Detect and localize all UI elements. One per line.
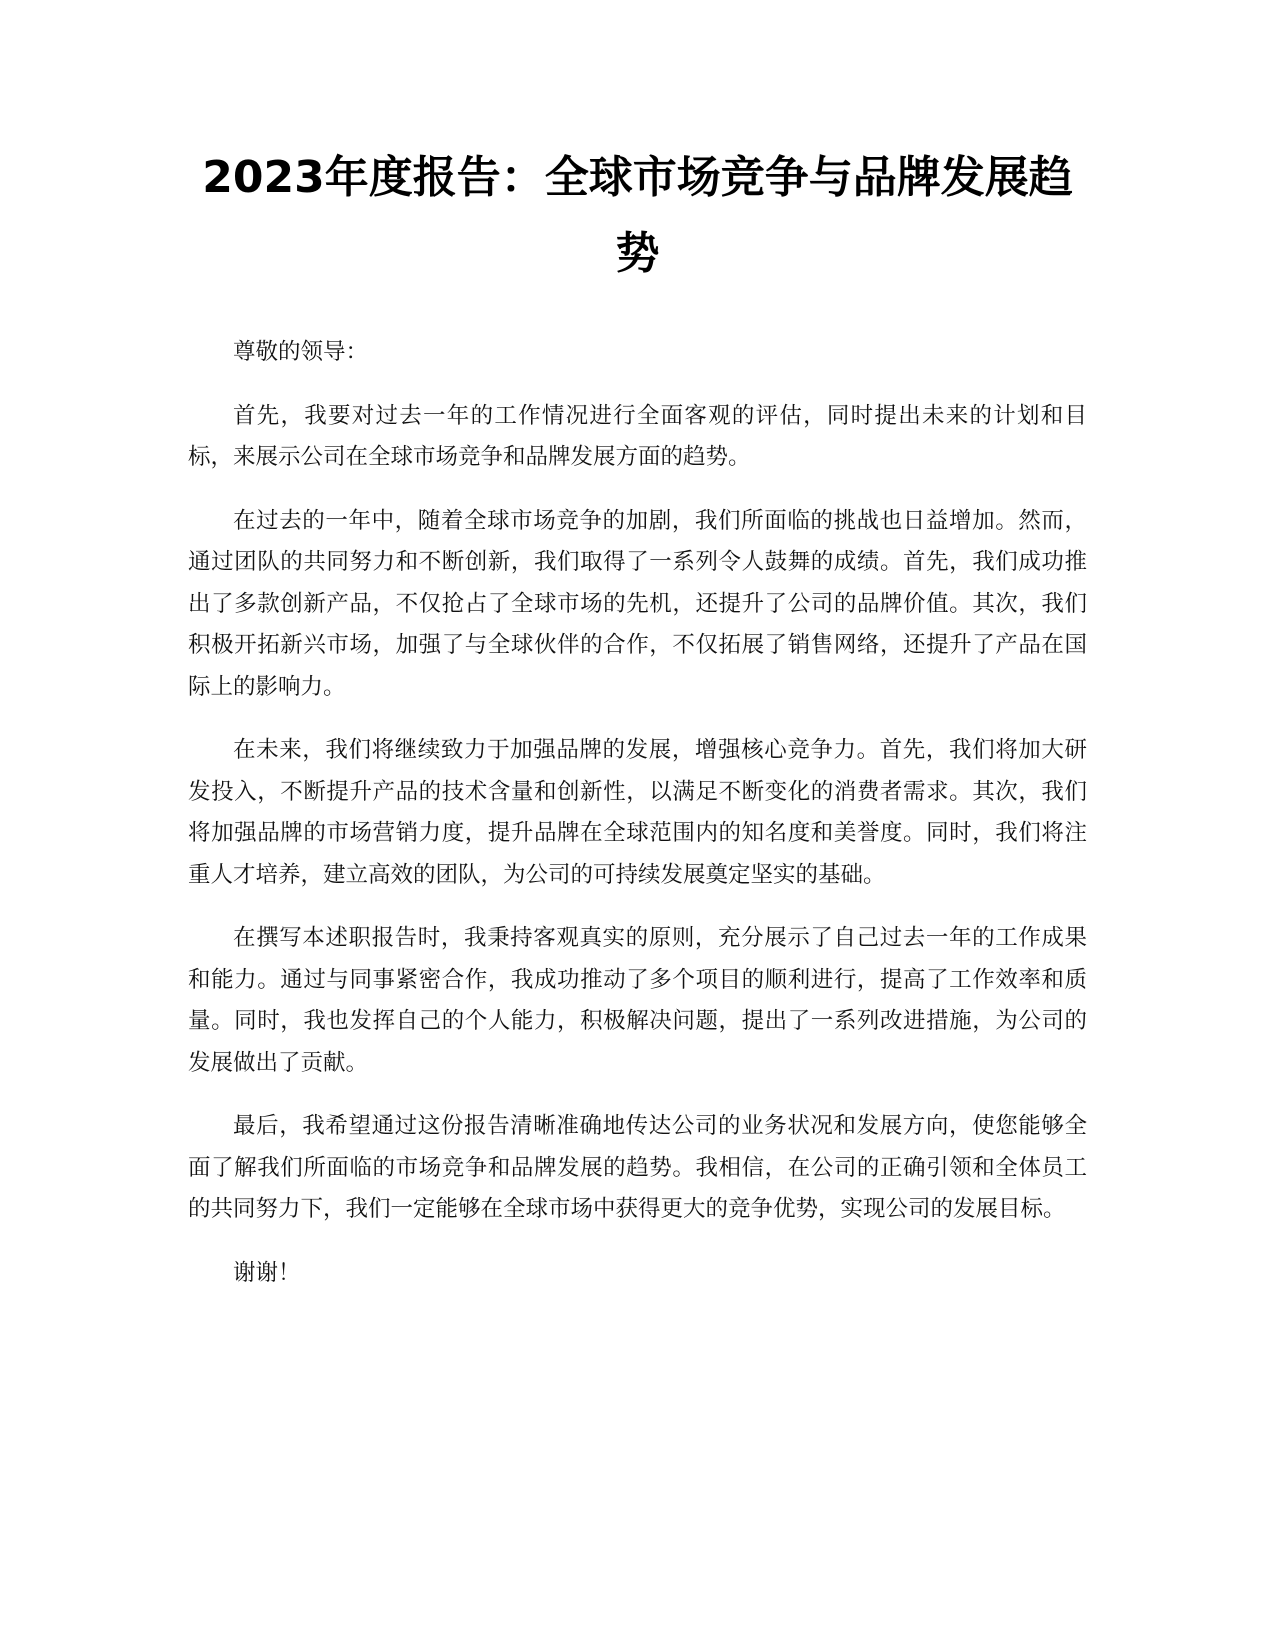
salutation: 尊敬的领导： — [233, 339, 369, 365]
body-paragraph-2: 在过去的一年中，随着全球市场竞争的加剧，我们所面临的挑战也日益增加。然而，通过团队的共同努力和不断创新，我们取得了一系列令人鼓舞的成绩。首先，我们成功推出了多款创新产品，不仅抢占了全球市场的先机，还提升了公司的品牌价值。其次，我们积极开拓新兴市场，加强了与全球伙伴的合作，不仅拓展了销售网络，还提升了产品在国际上的影响力。 — [188, 507, 1087, 700]
body-paragraph-4: 在撰写本述职报告时，我秉持客观真实的原则，充分展示了自己过去一年的工作成果和能力。通过与同事紧密合作，我成功推动了多个项目的顺利进行，提高了工作效率和质量。同时，我也发挥自己的个人能力，积极解决问题，提出了一系列改进措施，为公司的发展做出了贡献。 — [188, 925, 1087, 1076]
document-title: 2023年度报告：全球市场竞争与品牌发展趋势 — [202, 152, 1073, 279]
body-paragraph-1: 首先，我要对过去一年的工作情况进行全面客观的评估，同时提出未来的计划和目标，来展示公司在全球市场竞争和品牌发展方面的趋势。 — [188, 402, 1087, 470]
body-paragraph-3: 在未来，我们将继续致力于加强品牌的发展，增强核心竞争力。首先，我们将加大研发投入，不断提升产品的技术含量和创新性，以满足不断变化的消费者需求。其次，我们将加强品牌的市场营销力度，提升品牌在全球范围内的知名度和美誉度。同时，我们将注重人才培养，建立高效的团队，为公司的可持续发展奠定坚实的基础。 — [188, 737, 1087, 888]
body-paragraph-5: 最后，我希望通过这份报告清晰准确地传达公司的业务状况和发展方向，使您能够全面了解我们所面临的市场竞争和品牌发展的趋势。我相信，在公司的正确引领和全体员工的共同努力下，我们一定能够在全球市场中获得更大的竞争优势，实现公司的发展目标。 — [188, 1113, 1087, 1222]
closing: 谢谢！ — [233, 1259, 301, 1286]
